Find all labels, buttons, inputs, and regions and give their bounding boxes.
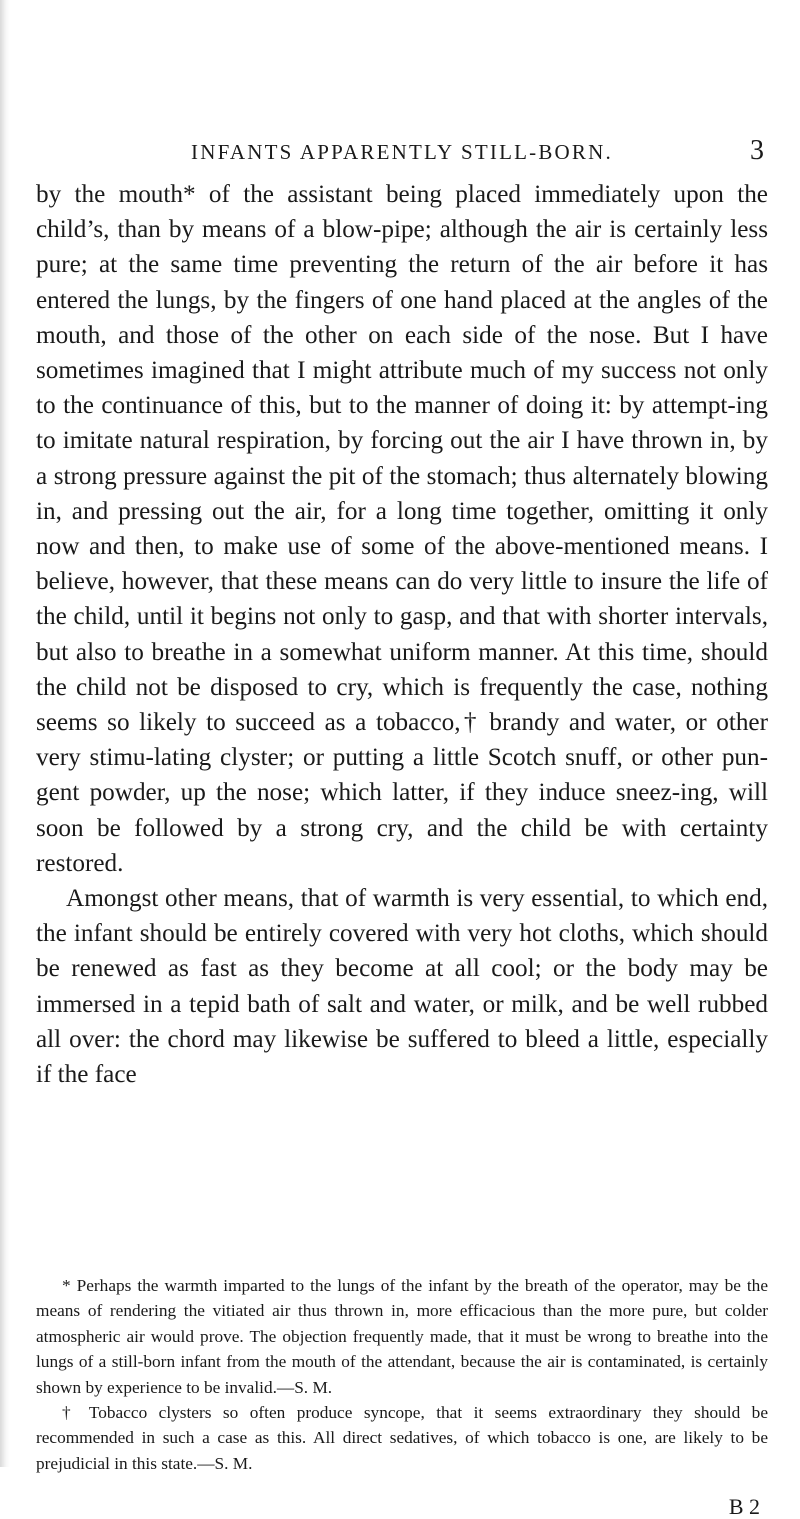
page-edge-shadow <box>0 0 10 1467</box>
page-number: 3 <box>750 135 764 166</box>
paragraph-continuation: by the mouth* of the assistant being placed immediately upon the child’s, than by means of a blow-pipe; although the air is certainly less pure; at the same time preventing the return of the air before it has entered the lungs, by the fingers of one hand placed at the angles of the mouth, and those of the other on each side of the nose. But I have sometimes imagined that I might attribute much of my success not only to the continuance of this, but to the manner of doing it: by attempt-ing to imitate natural respiration, by forcing out the air I have thrown in, by a strong pressure against the pit of the stomach; thus alternately blowing in, and pressing out the air, for a long time together, omitting it only now and then, to make use of some of the above-mentioned means. I believe, however, that these means can do very little to insure the life of the child, until it begins not only to gasp, and that with shorter intervals, but also to breathe in a somewhat uniform manner. At this time, should the child not be disposed to cry, which is frequently the case, nothing seems so likely to succeed as a tobacco,† brandy and water, or other very stimu-lating clyster; or putting a little Scotch snuff, or other pun-gent powder, up the nose; which latter, if they induce sneez-ing, will soon be followed by a strong cry, and the child be with certainty restored. <box>36 181 768 877</box>
signature-mark: B 2 <box>728 1494 760 1519</box>
paragraph-warmth: Amongst other means, that of warmth is very essential, to which end, the infant should be entirely covered with very hot cloths, which should be renewed as fast as they become at all cool; or the body may be immersed in a tepid bath of salt and water, or milk, and be well rubbed all over: the chord may likewise be suffered to bleed a little, especially if the face <box>36 885 768 1089</box>
running-head: INFANTS APPARENTLY STILL-BORN. <box>191 140 613 164</box>
footnotes <box>36 1273 768 1476</box>
footnote-dagger: † Tobacco clysters so often produce syncope, that it seems extraordinary they should be recommended in such a case as this. All direct sedatives, of which tobacco is one, are likely to be prejudicial in this state.—S. M. <box>36 1403 768 1473</box>
page-header <box>36 135 768 180</box>
main-text <box>36 177 768 1092</box>
footnote-asterisk: * Perhaps the warmth imparted to the lungs of the infant by the breath of the operator, may be the means of rendering the vitiated air thus thrown in, more efficacious than the more pure, but colder atmospheric air would prove. The objection frequently made, that it must be wrong to breathe into the lungs of a still-born infant from the mouth of the attendant, because the air is contaminated, is certainly shown by experience to be invalid.—S. M. <box>36 1276 768 1397</box>
